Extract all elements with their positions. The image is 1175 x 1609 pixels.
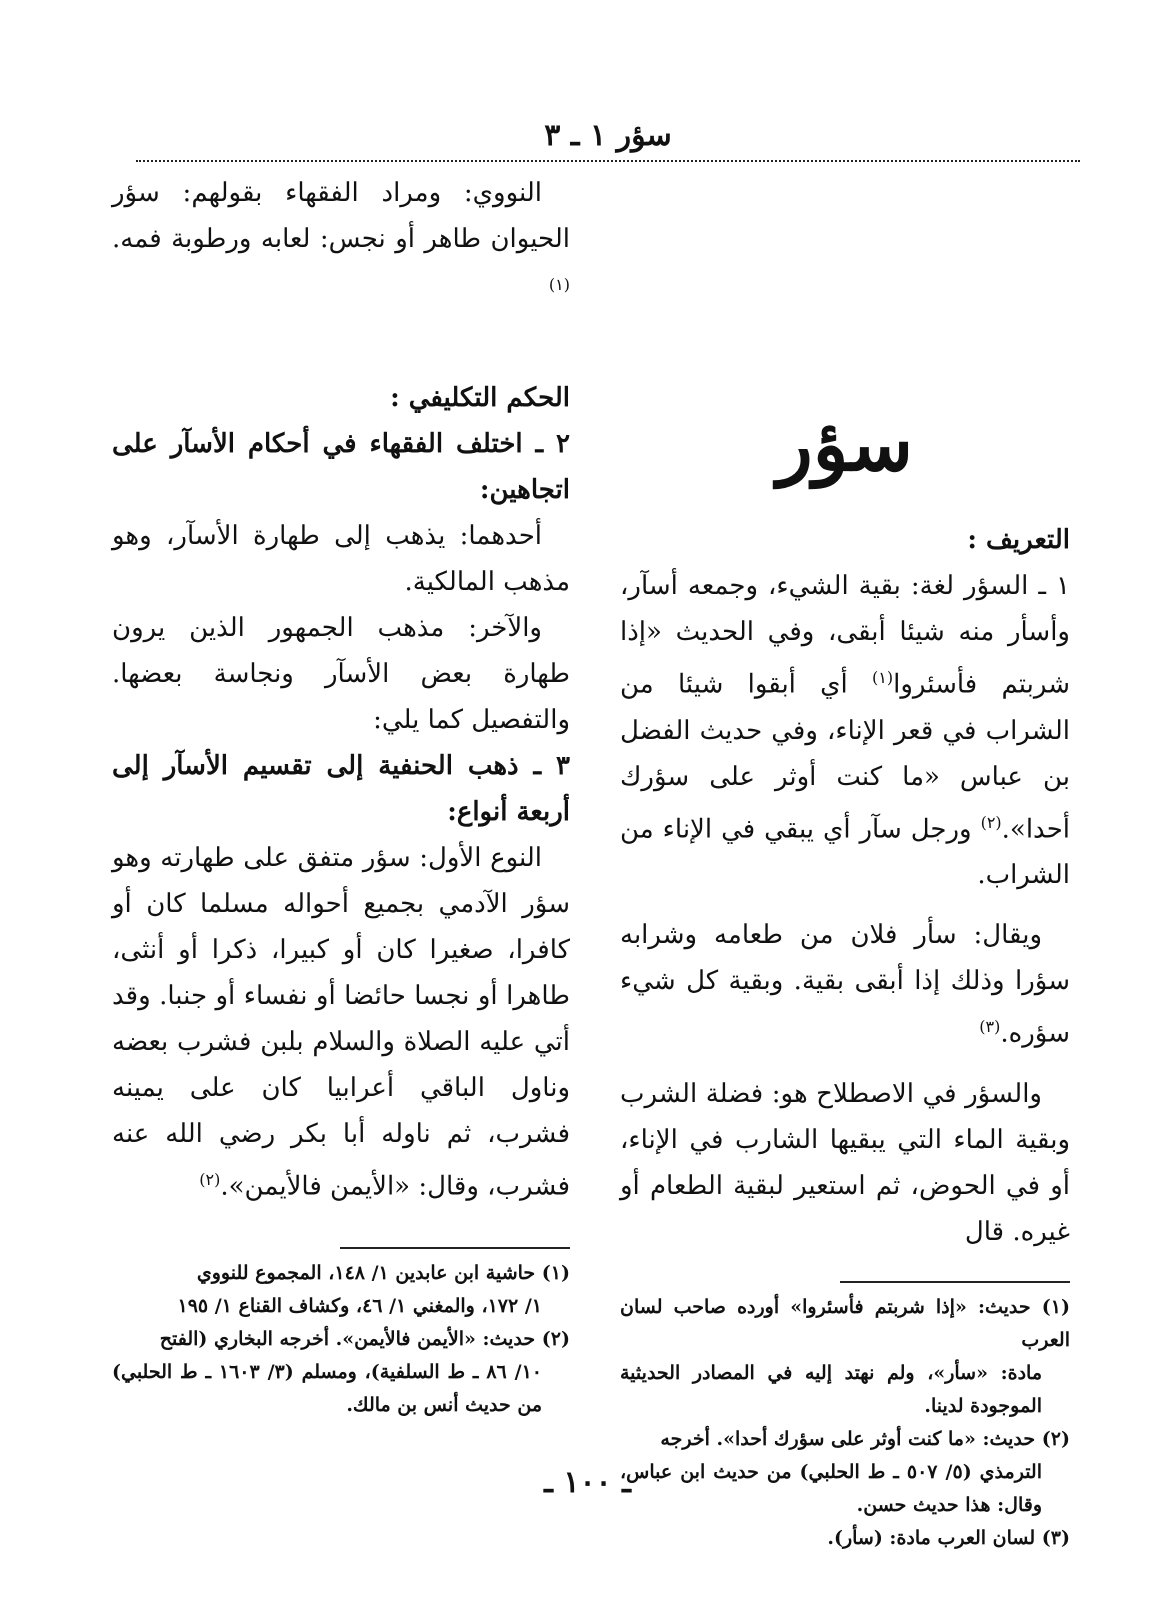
footnote-continuation: مادة: «سأر»، ولم نهتد إليه في المصادر الحديثية الموجودة لدينا. (620, 1361, 1042, 1417)
footnote-text: حديث: «إذا شربتم فأسئروا» أورده صاحب لسان العرب (620, 1295, 1070, 1351)
section-3-intro: ٣ ـ ذهب الحنفية إلى تقسيم الأسآر إلى أربعة أنواع: (112, 750, 570, 827)
para1c-text: ورجل سآر أي يبقي في الإناء من الشراب. (620, 814, 1070, 891)
ruling-heading: الحكم التكليفي : (390, 382, 570, 413)
footnote-number: (١) (541, 1262, 570, 1285)
footnote-text: حديث: «الأيمن فالأيمن». أخرجه البخاري (الفتح (159, 1328, 536, 1351)
footnote-continuation: ١٠/ ٨٦ ـ ط السلفية)، ومسلم (٣/ ١٦٠٣ ـ ط الحلبي) من حديث أنس بن مالك. (112, 1361, 542, 1417)
footnote-number: (٣) (1041, 1526, 1070, 1549)
running-header: سؤر ١ ـ ٣ (544, 118, 672, 153)
footnote-2 (112, 1323, 570, 1422)
definition-paragraph-1 (620, 563, 1070, 898)
footnote-text: حديث: «ما كنت أوثر على سؤرك أحدا». أخرجه (660, 1427, 1036, 1450)
para0-text: النووي: ومراد الفقهاء بقولهم: سؤر الحيوان طاهر أو نجس: لعابه ورطوبة فمه. (112, 178, 570, 254)
footnote-continuation: الترمذي (٥/ ٥٠٧ ـ ط الحلبي) من حديث ابن عباس، وقال: هذا حديث حسن. (620, 1460, 1042, 1516)
footnote-number: (١) (1041, 1295, 1070, 1318)
footnote-ref: (٢) (199, 1169, 221, 1189)
section-2-intro: ٢ ـ اختلف الفقهاء في أحكام الأسآر على اتجاهين: (112, 428, 570, 505)
para3a-text: النوع الأول: سؤر متفق على طهارته وهو سؤر الآدمي بجميع أحواله مسلما كان أو كافرا، صغيرا كان أو كبيرا، ذكرا أو أنثى، طاهرا أو نجسا حائضا أو نفساء أو جنبا. وقد أتي عليه الصلاة والسلام بلبن فشرب بعضه وناول الباقي أعرابيا كان على يمينه فشرب، ثم ناوله أبا بكر رضي الله عنه فشرب، وقال: «الأيمن فالأيمن». (112, 842, 570, 1202)
footnote-1 (112, 1257, 570, 1323)
header-dotted-rule (136, 160, 1080, 162)
footnote-ref: (٣) (979, 1017, 1001, 1037)
footnote-1 (620, 1291, 1070, 1423)
first-type-paragraph (112, 835, 570, 1210)
footnote-ref: (٢) (980, 812, 1002, 832)
page-number: ـ ١٠٠ ـ (544, 1465, 631, 1500)
para2-text: ويقال: سأر فلان من طعامه وشرابه سؤرا وذلك إذا أبقى بقية. وبقية كل شيء سؤره. (620, 920, 1070, 1049)
left-column (112, 170, 570, 1422)
footnote-text: لسان العرب مادة: (سأر). (827, 1526, 1036, 1549)
right-column (620, 170, 1070, 1555)
entry-title: سؤر (777, 402, 913, 488)
footnote-text: حاشية ابن عابدين ١/ ١٤٨، المجموع للنووي (196, 1262, 536, 1285)
para1-text: ١ ـ السؤر لغة: بقية الشيء، وجمعه أسآر، وأسأر منه شيئا أبقى، وفي الحديث «إذا شربتم فأسئروا (620, 571, 1070, 700)
footnote-ref: (١) (872, 668, 894, 687)
nawawi-paragraph (112, 170, 570, 315)
para1b-text: أي أبقوا شيئا من الشراب في قعر الإناء، وفي حديث الفضل بن عباس «ما كنت أوثر على سؤرك أحدا». (620, 669, 1070, 845)
footnote-number: (٢) (1041, 1427, 1070, 1450)
definition-paragraph-3: والسؤر في الاصطلاح هو: فضلة الشرب وبقية الماء التي يبقيها الشارب في الإناء، أو في الحوض، ثم استعير لبقية الطعام أو غيره. قال (620, 1078, 1070, 1247)
footnote-number: (٢) (541, 1328, 570, 1351)
footnote-continuation: ١/ ١٧٢، والمغني ١/ ٤٦، وكشاف القناع ١/ ١٩٥ (177, 1295, 542, 1318)
second-opinion: والآخر: مذهب الجمهور الذين يرون طهارة بعض الأسآر ونجاسة بعضها. والتفصيل كما يلي: (112, 612, 570, 735)
definition-paragraph-2 (620, 912, 1070, 1057)
definition-heading: التعريف : (967, 525, 1070, 555)
first-opinion: أحدهما: يذهب إلى طهارة الأسآر، وهو مذهب المالكية. (112, 520, 570, 597)
footnote-ref: (١) (548, 275, 570, 294)
footnote-3 (620, 1522, 1070, 1555)
